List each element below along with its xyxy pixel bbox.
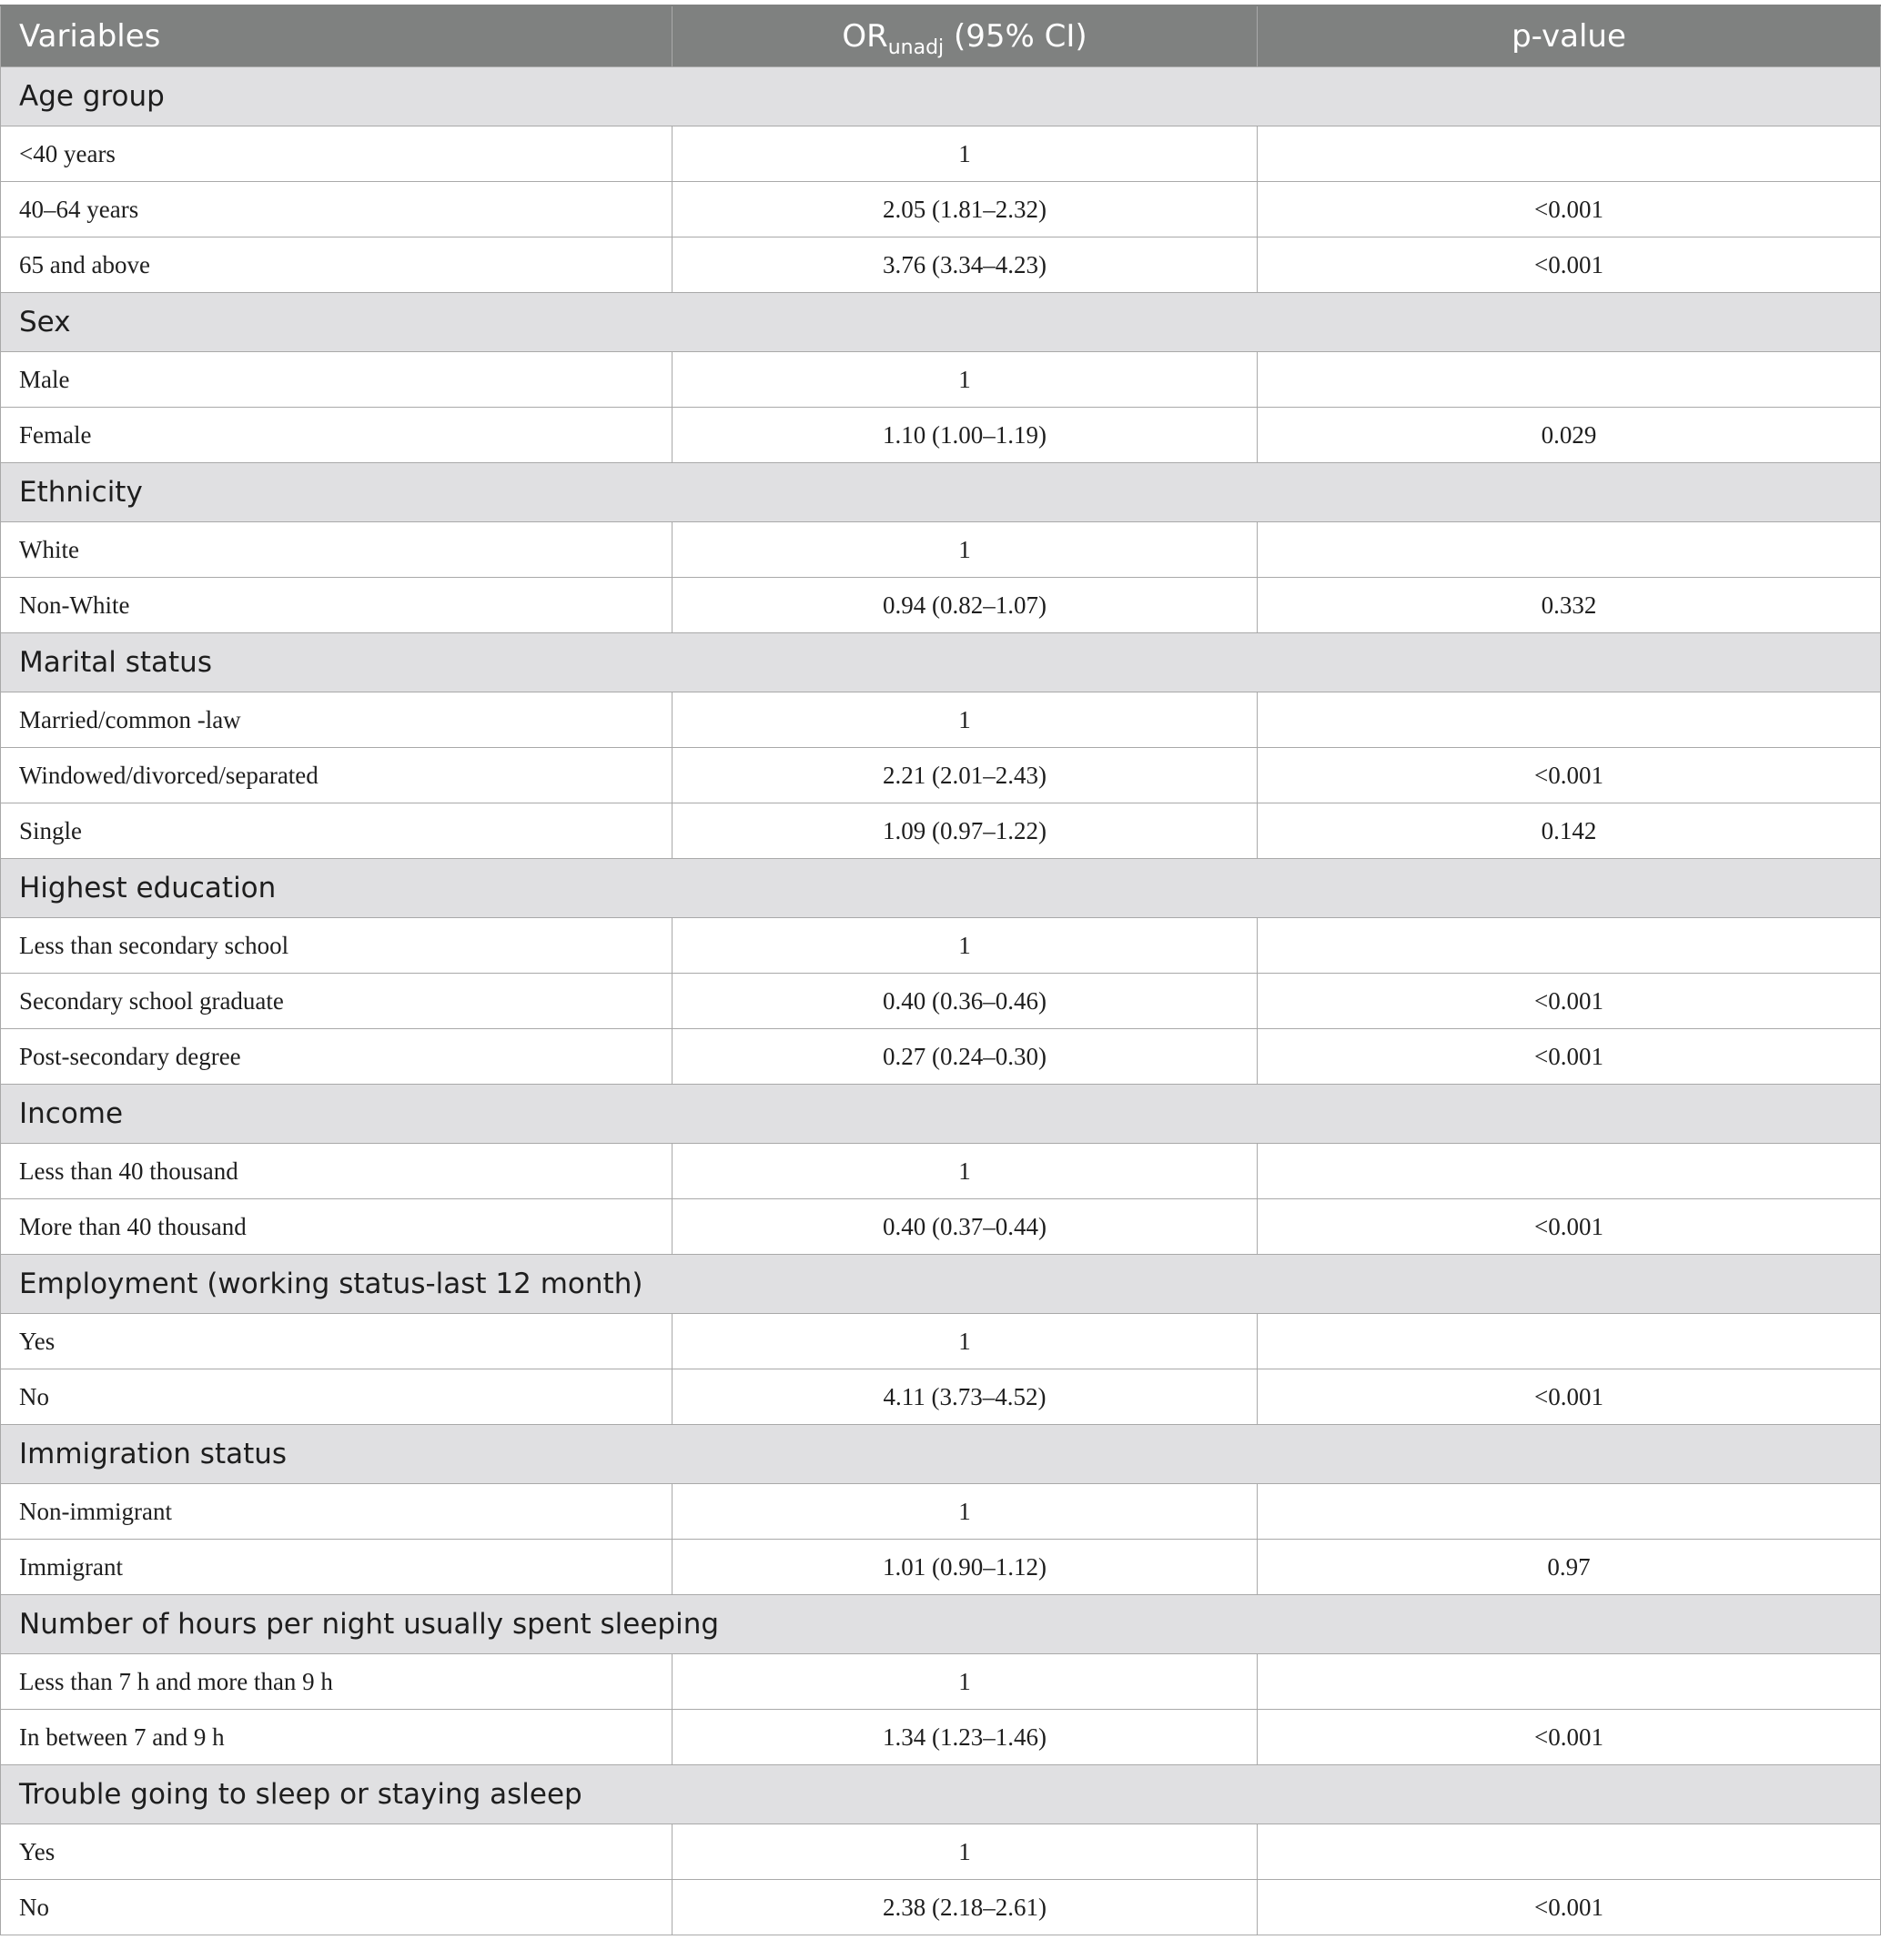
header-or-ci: (95% CI) xyxy=(944,18,1087,55)
pvalue-cell xyxy=(1258,918,1881,974)
table-row xyxy=(1,803,1881,859)
table-row xyxy=(1,1369,1881,1425)
variable-cell: <40 years xyxy=(1,126,673,182)
or-cell: 1 xyxy=(673,522,1258,578)
or-cell: 0.94 (0.82–1.07) xyxy=(673,578,1258,633)
pvalue-cell: 0.97 xyxy=(1258,1540,1881,1595)
table-row xyxy=(1,1199,1881,1255)
odds-ratio-table-container xyxy=(0,5,1880,1935)
table-row xyxy=(1,1484,1881,1540)
or-cell: 3.76 (3.34–4.23) xyxy=(673,237,1258,293)
pvalue-cell xyxy=(1258,1484,1881,1540)
variable-cell: Windowed/divorced/separated xyxy=(1,748,673,803)
or-cell: 1.01 (0.90–1.12) xyxy=(673,1540,1258,1595)
or-cell: 0.40 (0.36–0.46) xyxy=(673,974,1258,1029)
or-cell: 4.11 (3.73–4.52) xyxy=(673,1369,1258,1425)
or-cell: 1 xyxy=(673,1484,1258,1540)
group-row xyxy=(1,463,1881,522)
group-label: Highest education xyxy=(1,859,1881,918)
table-header xyxy=(1,5,1881,67)
variable-cell: Married/common -law xyxy=(1,692,673,748)
pvalue-cell: <0.001 xyxy=(1258,974,1881,1029)
or-cell: 2.05 (1.81–2.32) xyxy=(673,182,1258,237)
table-row xyxy=(1,1314,1881,1369)
or-cell: 0.40 (0.37–0.44) xyxy=(673,1199,1258,1255)
table-row xyxy=(1,408,1881,463)
header-or xyxy=(673,5,1258,67)
group-label: Trouble going to sleep or staying asleep xyxy=(1,1765,1881,1824)
or-cell: 0.27 (0.24–0.30) xyxy=(673,1029,1258,1085)
pvalue-cell xyxy=(1258,126,1881,182)
header-row xyxy=(1,5,1881,67)
group-label: Immigration status xyxy=(1,1425,1881,1484)
group-label: Number of hours per night usually spent sleeping xyxy=(1,1595,1881,1654)
group-row xyxy=(1,67,1881,126)
or-cell: 2.38 (2.18–2.61) xyxy=(673,1880,1258,1935)
group-label: Age group xyxy=(1,67,1881,126)
or-cell: 1 xyxy=(673,126,1258,182)
variable-cell: Non-White xyxy=(1,578,673,633)
variable-cell: Single xyxy=(1,803,673,859)
table-row xyxy=(1,1029,1881,1085)
or-cell: 1 xyxy=(673,1314,1258,1369)
pvalue-cell xyxy=(1258,522,1881,578)
odds-ratio-table xyxy=(0,5,1881,1935)
variable-cell: In between 7 and 9 h xyxy=(1,1710,673,1765)
or-cell: 1 xyxy=(673,1654,1258,1710)
header-or-subscript: unadj xyxy=(887,36,945,59)
group-label: Employment (working status-last 12 month) xyxy=(1,1255,1881,1314)
group-row xyxy=(1,1425,1881,1484)
pvalue-cell xyxy=(1258,1144,1881,1199)
table-row xyxy=(1,578,1881,633)
table-row xyxy=(1,1654,1881,1710)
header-or-main: OR xyxy=(842,18,888,55)
table-row xyxy=(1,1710,1881,1765)
or-cell: 1.34 (1.23–1.46) xyxy=(673,1710,1258,1765)
or-cell: 1 xyxy=(673,918,1258,974)
variable-cell: Non-immigrant xyxy=(1,1484,673,1540)
group-row xyxy=(1,1595,1881,1654)
group-row xyxy=(1,1085,1881,1144)
or-cell: 1.09 (0.97–1.22) xyxy=(673,803,1258,859)
variable-cell: Yes xyxy=(1,1314,673,1369)
group-label: Sex xyxy=(1,293,1881,352)
table-row xyxy=(1,1880,1881,1935)
variable-cell: 40–64 years xyxy=(1,182,673,237)
pvalue-cell: <0.001 xyxy=(1258,182,1881,237)
table-row xyxy=(1,237,1881,293)
table-row xyxy=(1,1540,1881,1595)
pvalue-cell: 0.029 xyxy=(1258,408,1881,463)
or-cell: 1.10 (1.00–1.19) xyxy=(673,408,1258,463)
variable-cell: More than 40 thousand xyxy=(1,1199,673,1255)
table-row xyxy=(1,918,1881,974)
header-pvalue: p-value xyxy=(1258,5,1881,67)
group-row xyxy=(1,293,1881,352)
table-row xyxy=(1,182,1881,237)
table-row xyxy=(1,1144,1881,1199)
or-cell: 1 xyxy=(673,352,1258,408)
table-row xyxy=(1,1824,1881,1880)
variable-cell: Less than 7 h and more than 9 h xyxy=(1,1654,673,1710)
group-label: Marital status xyxy=(1,633,1881,692)
variable-cell: 65 and above xyxy=(1,237,673,293)
or-cell: 1 xyxy=(673,1824,1258,1880)
group-row xyxy=(1,1255,1881,1314)
pvalue-cell: <0.001 xyxy=(1258,1369,1881,1425)
table-body xyxy=(1,67,1881,1935)
table-row xyxy=(1,974,1881,1029)
pvalue-cell: <0.001 xyxy=(1258,1029,1881,1085)
or-cell: 1 xyxy=(673,1144,1258,1199)
variable-cell: Male xyxy=(1,352,673,408)
group-label: Ethnicity xyxy=(1,463,1881,522)
variable-cell: Less than secondary school xyxy=(1,918,673,974)
header-variables: Variables xyxy=(1,5,673,67)
group-row xyxy=(1,633,1881,692)
variable-cell: White xyxy=(1,522,673,578)
table-row xyxy=(1,352,1881,408)
pvalue-cell xyxy=(1258,692,1881,748)
pvalue-cell: <0.001 xyxy=(1258,1880,1881,1935)
pvalue-cell: 0.332 xyxy=(1258,578,1881,633)
group-row xyxy=(1,859,1881,918)
group-row xyxy=(1,1765,1881,1824)
pvalue-cell xyxy=(1258,1314,1881,1369)
pvalue-cell xyxy=(1258,1824,1881,1880)
variable-cell: Female xyxy=(1,408,673,463)
pvalue-cell: <0.001 xyxy=(1258,748,1881,803)
variable-cell: No xyxy=(1,1880,673,1935)
or-cell: 1 xyxy=(673,692,1258,748)
pvalue-cell xyxy=(1258,352,1881,408)
variable-cell: Secondary school graduate xyxy=(1,974,673,1029)
group-label: Income xyxy=(1,1085,1881,1144)
variable-cell: Post-secondary degree xyxy=(1,1029,673,1085)
pvalue-cell xyxy=(1258,1654,1881,1710)
table-row xyxy=(1,522,1881,578)
table-row xyxy=(1,748,1881,803)
pvalue-cell: <0.001 xyxy=(1258,1710,1881,1765)
pvalue-cell: 0.142 xyxy=(1258,803,1881,859)
table-row xyxy=(1,126,1881,182)
variable-cell: Immigrant xyxy=(1,1540,673,1595)
variable-cell: Yes xyxy=(1,1824,673,1880)
table-row xyxy=(1,692,1881,748)
variable-cell: Less than 40 thousand xyxy=(1,1144,673,1199)
pvalue-cell: <0.001 xyxy=(1258,1199,1881,1255)
variable-cell: No xyxy=(1,1369,673,1425)
or-cell: 2.21 (2.01–2.43) xyxy=(673,748,1258,803)
pvalue-cell: <0.001 xyxy=(1258,237,1881,293)
